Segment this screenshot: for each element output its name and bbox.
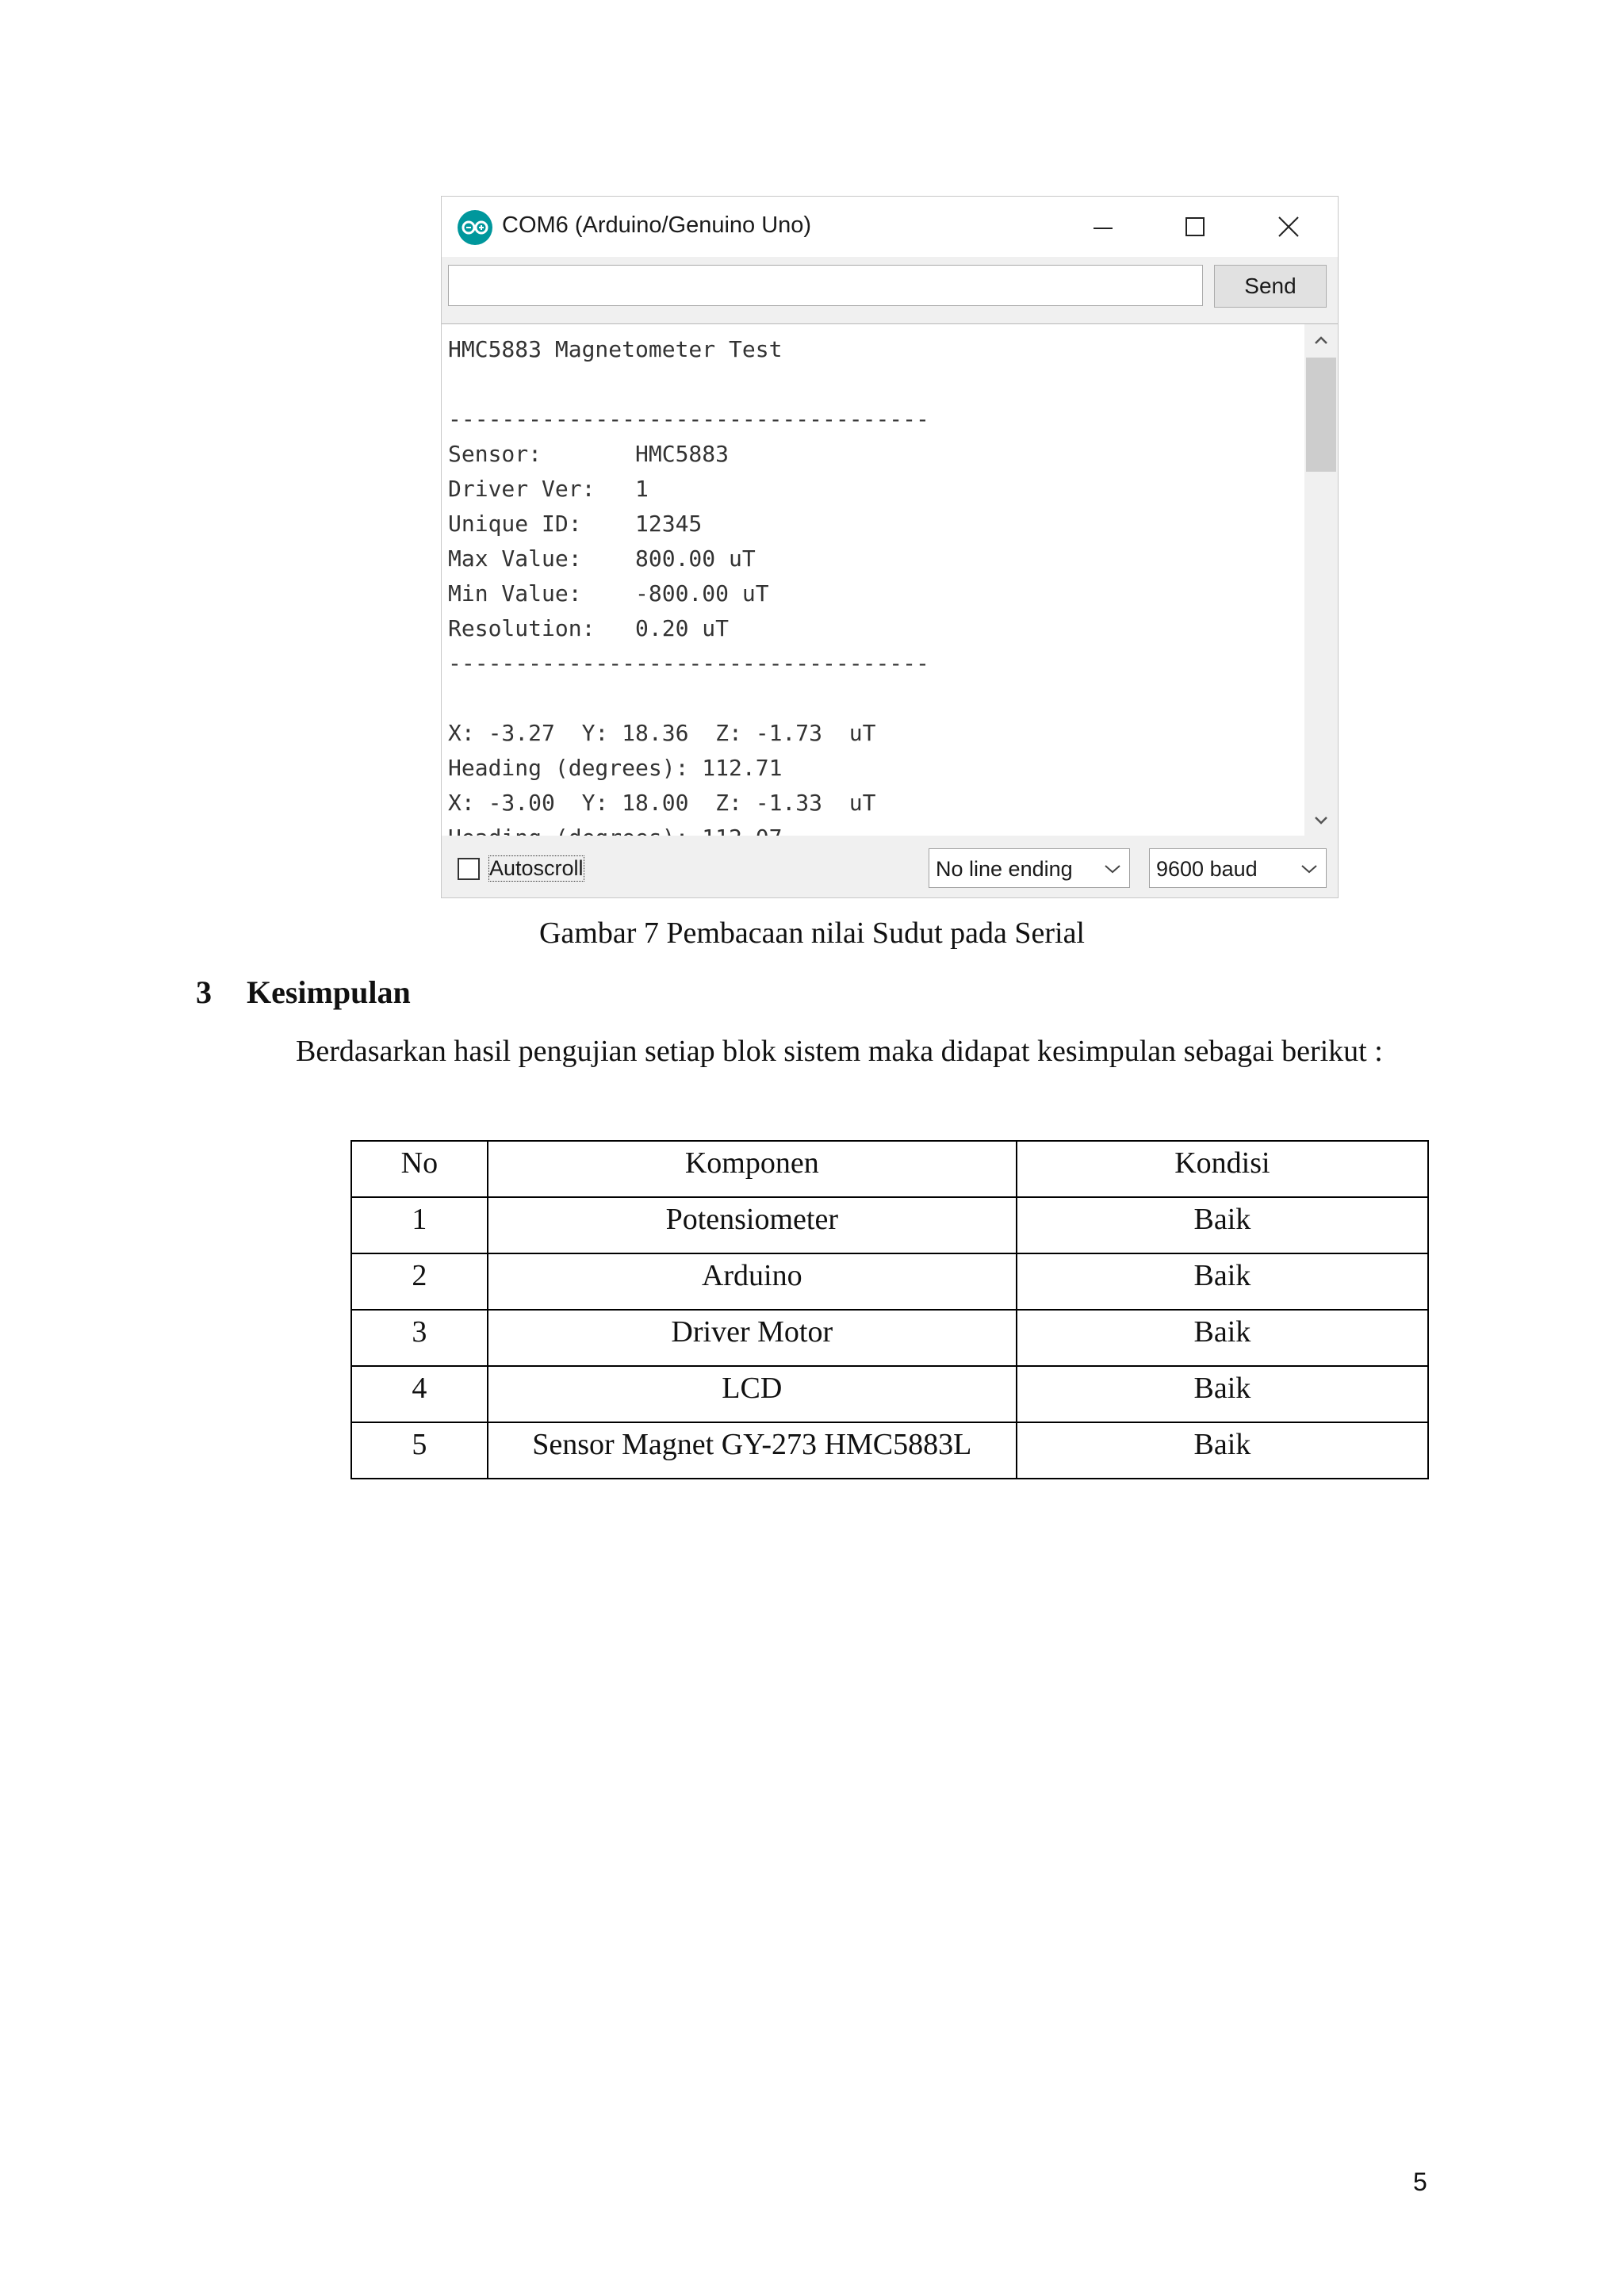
cell-kondisi: Baik xyxy=(1017,1310,1428,1366)
line-ending-value: No line ending xyxy=(936,857,1073,881)
cell-kondisi: Baik xyxy=(1017,1366,1428,1422)
serial-input[interactable] xyxy=(448,265,1203,306)
section-title: Kesimpulan xyxy=(247,974,411,1010)
cell-no: 4 xyxy=(351,1366,488,1422)
maximize-button[interactable] xyxy=(1171,208,1219,246)
header-komponen: Komponen xyxy=(488,1141,1017,1197)
chevron-down-icon xyxy=(1104,863,1121,874)
table-row xyxy=(351,1366,1428,1422)
minimize-icon xyxy=(1092,216,1114,238)
chevron-down-icon xyxy=(1314,815,1328,826)
close-button[interactable] xyxy=(1265,208,1312,246)
cell-komponen: LCD xyxy=(488,1366,1017,1422)
cell-komponen: Arduino xyxy=(488,1253,1017,1310)
section-heading xyxy=(196,974,411,1011)
baud-rate-value: 9600 baud xyxy=(1156,857,1258,881)
cell-no: 5 xyxy=(351,1422,488,1479)
line-ending-select[interactable] xyxy=(929,848,1130,888)
page-number: 5 xyxy=(1413,2168,1427,2196)
table-row xyxy=(351,1253,1428,1310)
cell-no: 3 xyxy=(351,1310,488,1366)
chevron-down-icon xyxy=(1300,863,1318,874)
section-number: 3 xyxy=(196,974,212,1010)
scroll-down-button[interactable] xyxy=(1304,805,1338,836)
maximize-icon xyxy=(1184,216,1206,238)
window-title: COM6 (Arduino/Genuino Uno) xyxy=(502,212,812,238)
chevron-up-icon xyxy=(1314,335,1328,346)
minimize-button[interactable] xyxy=(1079,208,1127,246)
scroll-up-button[interactable] xyxy=(1304,324,1338,356)
header-kondisi: Kondisi xyxy=(1017,1141,1428,1197)
cell-kondisi: Baik xyxy=(1017,1422,1428,1479)
conclusion-table xyxy=(350,1140,1429,1479)
close-icon xyxy=(1277,216,1300,238)
arduino-logo-icon xyxy=(458,210,492,245)
figure-caption: Gambar 7 Pembacaan nilai Sudut pada Serial xyxy=(538,916,1085,950)
autoscroll-checkbox[interactable] xyxy=(458,858,480,880)
autoscroll-label[interactable]: Autoscroll xyxy=(489,856,584,880)
serial-monitor-window xyxy=(441,196,1339,898)
vertical-scrollbar[interactable] xyxy=(1304,324,1338,836)
scrollbar-thumb[interactable] xyxy=(1306,358,1336,472)
table-header-row xyxy=(351,1141,1428,1197)
table-row xyxy=(351,1422,1428,1479)
send-row xyxy=(442,257,1338,319)
table-row xyxy=(351,1197,1428,1253)
baud-rate-select[interactable] xyxy=(1149,848,1327,888)
cell-kondisi: Baik xyxy=(1017,1253,1428,1310)
cell-no: 1 xyxy=(351,1197,488,1253)
cell-komponen: Sensor Magnet GY-273 HMC5883L xyxy=(488,1422,1017,1479)
serial-output-text: HMC5883 Magnetometer Test ------------------------------------ Sensor: HMC5883 Driver Ver: 1 Unique ID: 12345 Max Value: 800.00 uT Min Value: -800.00 uT Resolution: 0.20 uT ------------------------------------ X: -3.27 Y: 18.36 Z: -1.73 uT Heading (degrees): 112.71 X: -3.00 Y: 18.00 Z: -1.33 uT xyxy=(448,336,929,816)
conclusion-paragraph: Berdasarkan hasil pengujian setiap blok sistem maka didapat kesimpulan sebagai berikut : xyxy=(296,1035,1383,1068)
serial-bottom-bar xyxy=(442,836,1338,897)
title-bar xyxy=(442,197,1338,257)
serial-output-area[interactable] xyxy=(442,323,1338,837)
cell-komponen: Driver Motor xyxy=(488,1310,1017,1366)
cell-kondisi: Baik xyxy=(1017,1197,1428,1253)
cell-no: 2 xyxy=(351,1253,488,1310)
table-row xyxy=(351,1310,1428,1366)
send-button[interactable]: Send xyxy=(1214,265,1327,308)
cell-komponen: Potensiometer xyxy=(488,1197,1017,1253)
header-no: No xyxy=(351,1141,488,1197)
